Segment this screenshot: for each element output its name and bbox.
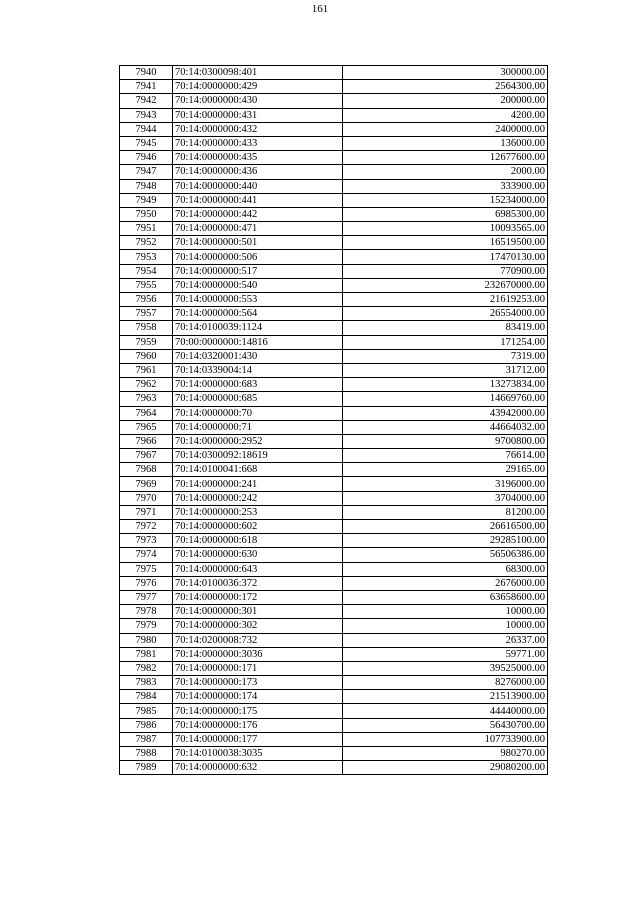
row-number-cell: 7948 [120, 179, 173, 193]
value-cell: 232670000.00 [343, 278, 548, 292]
cadastral-number-cell: 70:14:0000000:553 [173, 293, 343, 307]
value-cell: 59771.00 [343, 647, 548, 661]
table-row [120, 392, 548, 406]
row-number-cell: 7985 [120, 704, 173, 718]
table-row [120, 108, 548, 122]
cadastral-number-cell: 70:14:0000000:643 [173, 562, 343, 576]
value-cell: 333900.00 [343, 179, 548, 193]
cadastral-number-cell: 70:14:0100038:3035 [173, 747, 343, 761]
cadastral-value-table [119, 65, 548, 775]
cadastral-number-cell: 70:14:0000000:618 [173, 534, 343, 548]
cadastral-number-cell: 70:14:0000000:176 [173, 718, 343, 732]
value-cell: 6985300.00 [343, 207, 548, 221]
row-number-cell: 7972 [120, 520, 173, 534]
value-cell: 14669760.00 [343, 392, 548, 406]
table-row [120, 676, 548, 690]
table-row [120, 293, 548, 307]
row-number-cell: 7956 [120, 293, 173, 307]
row-number-cell: 7986 [120, 718, 173, 732]
value-cell: 83419.00 [343, 321, 548, 335]
table-row [120, 633, 548, 647]
table-row [120, 349, 548, 363]
value-cell: 76614.00 [343, 449, 548, 463]
value-cell: 56506386.00 [343, 548, 548, 562]
cadastral-number-cell: 70:14:0000000:253 [173, 505, 343, 519]
value-cell: 980270.00 [343, 747, 548, 761]
cadastral-number-cell: 70:14:0000000:301 [173, 605, 343, 619]
value-cell: 3704000.00 [343, 491, 548, 505]
row-number-cell: 7982 [120, 661, 173, 675]
value-cell: 44440000.00 [343, 704, 548, 718]
table-row [120, 193, 548, 207]
table-row [120, 307, 548, 321]
value-cell: 2564300.00 [343, 80, 548, 94]
value-cell: 21619253.00 [343, 293, 548, 307]
table-row [120, 363, 548, 377]
table-row [120, 747, 548, 761]
table-row [120, 80, 548, 94]
cadastral-number-cell: 70:14:0000000:630 [173, 548, 343, 562]
value-cell: 26337.00 [343, 633, 548, 647]
cadastral-number-cell: 70:14:0000000:683 [173, 378, 343, 392]
row-number-cell: 7978 [120, 605, 173, 619]
cadastral-number-cell: 70:14:0100041:668 [173, 463, 343, 477]
cadastral-number-cell: 70:14:0000000:517 [173, 264, 343, 278]
row-number-cell: 7967 [120, 449, 173, 463]
cadastral-number-cell: 70:14:0000000:2952 [173, 434, 343, 448]
row-number-cell: 7968 [120, 463, 173, 477]
value-cell: 29165.00 [343, 463, 548, 477]
value-cell: 13273834.00 [343, 378, 548, 392]
row-number-cell: 7955 [120, 278, 173, 292]
cadastral-number-cell: 70:14:0000000:429 [173, 80, 343, 94]
row-number-cell: 7942 [120, 94, 173, 108]
table-row [120, 406, 548, 420]
table-row [120, 505, 548, 519]
row-number-cell: 7950 [120, 207, 173, 221]
row-number-cell: 7984 [120, 690, 173, 704]
table-row [120, 207, 548, 221]
value-cell: 15234000.00 [343, 193, 548, 207]
value-cell: 63658600.00 [343, 590, 548, 604]
row-number-cell: 7963 [120, 392, 173, 406]
cadastral-number-cell: 70:00:0000000:14816 [173, 335, 343, 349]
value-cell: 4200.00 [343, 108, 548, 122]
value-cell: 2676000.00 [343, 576, 548, 590]
table-row [120, 605, 548, 619]
row-number-cell: 7971 [120, 505, 173, 519]
table-body [120, 66, 548, 775]
table-row [120, 94, 548, 108]
cadastral-number-cell: 70:14:0000000:442 [173, 207, 343, 221]
table-row [120, 704, 548, 718]
table-row [120, 222, 548, 236]
value-cell: 10000.00 [343, 605, 548, 619]
row-number-cell: 7947 [120, 165, 173, 179]
row-number-cell: 7960 [120, 349, 173, 363]
row-number-cell: 7965 [120, 420, 173, 434]
row-number-cell: 7979 [120, 619, 173, 633]
row-number-cell: 7975 [120, 562, 173, 576]
cadastral-number-cell: 70:14:0000000:540 [173, 278, 343, 292]
cadastral-number-cell: 70:14:0000000:435 [173, 151, 343, 165]
table-row [120, 236, 548, 250]
row-number-cell: 7954 [120, 264, 173, 278]
value-cell: 43942000.00 [343, 406, 548, 420]
cadastral-number-cell: 70:14:0000000:241 [173, 477, 343, 491]
table-row [120, 647, 548, 661]
cadastral-number-cell: 70:14:0000000:436 [173, 165, 343, 179]
table-row [120, 477, 548, 491]
table-row [120, 66, 548, 80]
row-number-cell: 7987 [120, 732, 173, 746]
row-number-cell: 7961 [120, 363, 173, 377]
value-cell: 68300.00 [343, 562, 548, 576]
value-cell: 16519500.00 [343, 236, 548, 250]
table-row [120, 463, 548, 477]
table-row [120, 264, 548, 278]
row-number-cell: 7970 [120, 491, 173, 505]
row-number-cell: 7957 [120, 307, 173, 321]
row-number-cell: 7959 [120, 335, 173, 349]
value-cell: 171254.00 [343, 335, 548, 349]
cadastral-number-cell: 70:14:0000000:471 [173, 222, 343, 236]
value-cell: 39525000.00 [343, 661, 548, 675]
cadastral-number-cell: 70:14:0000000:632 [173, 761, 343, 775]
value-cell: 2400000.00 [343, 122, 548, 136]
row-number-cell: 7989 [120, 761, 173, 775]
row-number-cell: 7980 [120, 633, 173, 647]
table-row [120, 420, 548, 434]
table-row [120, 690, 548, 704]
cadastral-number-cell: 70:14:0000000:685 [173, 392, 343, 406]
cadastral-number-cell: 70:14:0000000:177 [173, 732, 343, 746]
row-number-cell: 7962 [120, 378, 173, 392]
cadastral-number-cell: 70:14:0000000:506 [173, 250, 343, 264]
table-row [120, 434, 548, 448]
table-row [120, 548, 548, 562]
value-cell: 300000.00 [343, 66, 548, 80]
table-row [120, 278, 548, 292]
value-cell: 12677600.00 [343, 151, 548, 165]
row-number-cell: 7951 [120, 222, 173, 236]
row-number-cell: 7945 [120, 136, 173, 150]
row-number-cell: 7958 [120, 321, 173, 335]
cadastral-number-cell: 70:14:0000000:433 [173, 136, 343, 150]
cadastral-number-cell: 70:14:0000000:564 [173, 307, 343, 321]
value-cell: 26554000.00 [343, 307, 548, 321]
value-cell: 56430700.00 [343, 718, 548, 732]
cadastral-number-cell: 70:14:0339004:14 [173, 363, 343, 377]
cadastral-number-cell: 70:14:0000000:70 [173, 406, 343, 420]
cadastral-number-cell: 70:14:0100039:1124 [173, 321, 343, 335]
table-row [120, 590, 548, 604]
value-cell: 10093565.00 [343, 222, 548, 236]
value-cell: 44664032.00 [343, 420, 548, 434]
cadastral-number-cell: 70:14:0000000:174 [173, 690, 343, 704]
row-number-cell: 7974 [120, 548, 173, 562]
table-row [120, 562, 548, 576]
table-row [120, 335, 548, 349]
value-cell: 7319.00 [343, 349, 548, 363]
table-row [120, 179, 548, 193]
value-cell: 29080200.00 [343, 761, 548, 775]
value-cell: 2000.00 [343, 165, 548, 179]
table-row [120, 619, 548, 633]
cadastral-number-cell: 70:14:0000000:242 [173, 491, 343, 505]
cadastral-number-cell: 70:14:0300098:401 [173, 66, 343, 80]
cadastral-number-cell: 70:14:0000000:430 [173, 94, 343, 108]
cadastral-number-cell: 70:14:0000000:71 [173, 420, 343, 434]
row-number-cell: 7949 [120, 193, 173, 207]
row-number-cell: 7943 [120, 108, 173, 122]
cadastral-number-cell: 70:14:0200008:732 [173, 633, 343, 647]
cadastral-number-cell: 70:14:0000000:171 [173, 661, 343, 675]
value-cell: 107733900.00 [343, 732, 548, 746]
row-number-cell: 7952 [120, 236, 173, 250]
table-row [120, 151, 548, 165]
cadastral-number-cell: 70:14:0320001:430 [173, 349, 343, 363]
table-row [120, 449, 548, 463]
value-cell: 31712.00 [343, 363, 548, 377]
cadastral-number-cell: 70:14:0000000:501 [173, 236, 343, 250]
row-number-cell: 7941 [120, 80, 173, 94]
row-number-cell: 7977 [120, 590, 173, 604]
cadastral-number-cell: 70:14:0000000:431 [173, 108, 343, 122]
value-cell: 10000.00 [343, 619, 548, 633]
cadastral-number-cell: 70:14:0000000:602 [173, 520, 343, 534]
row-number-cell: 7946 [120, 151, 173, 165]
value-cell: 8276000.00 [343, 676, 548, 690]
cadastral-number-cell: 70:14:0000000:440 [173, 179, 343, 193]
table-row [120, 491, 548, 505]
cadastral-number-cell: 70:14:0000000:441 [173, 193, 343, 207]
table-row [120, 761, 548, 775]
value-cell: 21513900.00 [343, 690, 548, 704]
table-row [120, 732, 548, 746]
row-number-cell: 7973 [120, 534, 173, 548]
row-number-cell: 7983 [120, 676, 173, 690]
value-cell: 136000.00 [343, 136, 548, 150]
page-number: 161 [311, 3, 329, 15]
value-cell: 26616500.00 [343, 520, 548, 534]
table-row [120, 321, 548, 335]
value-cell: 3196000.00 [343, 477, 548, 491]
cadastral-number-cell: 70:14:0000000:173 [173, 676, 343, 690]
value-cell: 29285100.00 [343, 534, 548, 548]
table-row [120, 378, 548, 392]
cadastral-number-cell: 70:14:0100036:372 [173, 576, 343, 590]
cadastral-number-cell: 70:14:0000000:175 [173, 704, 343, 718]
row-number-cell: 7964 [120, 406, 173, 420]
cadastral-number-cell: 70:14:0000000:3036 [173, 647, 343, 661]
value-cell: 17470130.00 [343, 250, 548, 264]
value-cell: 9700800.00 [343, 434, 548, 448]
row-number-cell: 7966 [120, 434, 173, 448]
table-row [120, 250, 548, 264]
row-number-cell: 7969 [120, 477, 173, 491]
table-row [120, 576, 548, 590]
row-number-cell: 7940 [120, 66, 173, 80]
cadastral-number-cell: 70:14:0000000:432 [173, 122, 343, 136]
table-row [120, 165, 548, 179]
row-number-cell: 7944 [120, 122, 173, 136]
value-cell: 81200.00 [343, 505, 548, 519]
row-number-cell: 7976 [120, 576, 173, 590]
row-number-cell: 7953 [120, 250, 173, 264]
table-row [120, 520, 548, 534]
row-number-cell: 7981 [120, 647, 173, 661]
cadastral-number-cell: 70:14:0000000:302 [173, 619, 343, 633]
value-cell: 770900.00 [343, 264, 548, 278]
table-row [120, 661, 548, 675]
table-row [120, 136, 548, 150]
cadastral-number-cell: 70:14:0300092:18619 [173, 449, 343, 463]
value-cell: 200000.00 [343, 94, 548, 108]
table-row [120, 122, 548, 136]
row-number-cell: 7988 [120, 747, 173, 761]
table-row [120, 534, 548, 548]
cadastral-number-cell: 70:14:0000000:172 [173, 590, 343, 604]
table-row [120, 718, 548, 732]
